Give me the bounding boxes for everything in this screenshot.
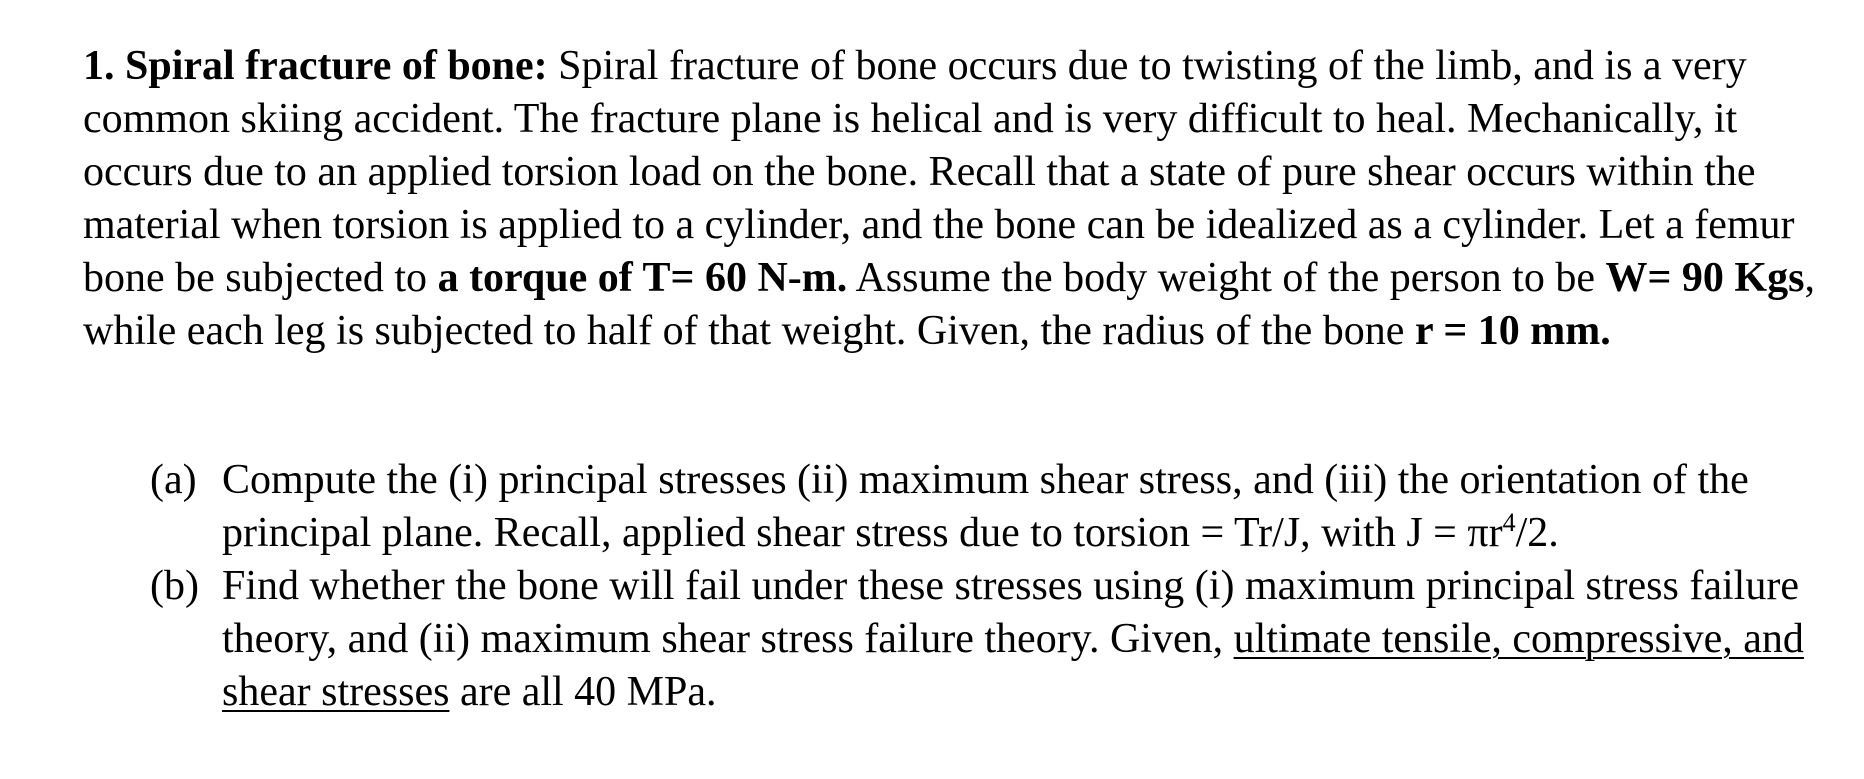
problem-statement xyxy=(83,40,1823,358)
radius-value: r = 10 mm. xyxy=(1414,308,1611,354)
question-item-b xyxy=(150,560,1830,719)
question-marker-b: (b) xyxy=(150,563,199,609)
question-a-text-1: Compute the (i) principal stresses (ii) maximum shear stress, and (iii) the orientation of the principal plane. Recall, applied shear stress due to torsion = Tr/J, with J = πr xyxy=(222,457,1749,556)
torque-value: a torque of T= 60 N-m. xyxy=(437,255,848,301)
problem-number: 1. xyxy=(83,43,115,89)
question-a-text-2: /2. xyxy=(1515,510,1559,556)
question-item-a xyxy=(150,454,1830,560)
weight-value: W= 90 Kgs xyxy=(1605,255,1805,301)
question-marker-a: (a) xyxy=(150,457,197,503)
problem-title: Spiral fracture of bone: xyxy=(125,43,548,89)
problem-text-3: , while each leg is subjected to half of that weight. Given, the radius of the bone xyxy=(83,255,1815,354)
exponent: 4 xyxy=(1502,508,1516,537)
underlined-stresses: ultimate tensile, compressive, and shear stresses xyxy=(222,616,1804,715)
question-list xyxy=(150,454,1830,719)
problem-text-1: Spiral fracture of bone occurs due to twisting of the limb, and is a very common skiing accident. The fracture plane is helical and is very difficult to heal. Mechanically, it occurs due to an applied torsion load on the bone. Recall that a state of pure shear occurs within the material when torsion is applied to a cylinder, and the bone can be idealized as a cylinder. Let a femur bone be subjected to xyxy=(83,43,1795,301)
question-b-text-1: Find whether the bone will fail under these stresses using (i) maximum principal stress failure theory, and (ii) maximum shear stress failure theory. Given, xyxy=(222,563,1799,662)
problem-text-2: Assume the body weight of the person to be xyxy=(847,255,1606,301)
problem-paragraph xyxy=(83,40,1823,358)
question-b-text-2: are all 40 MPa. xyxy=(449,669,717,715)
